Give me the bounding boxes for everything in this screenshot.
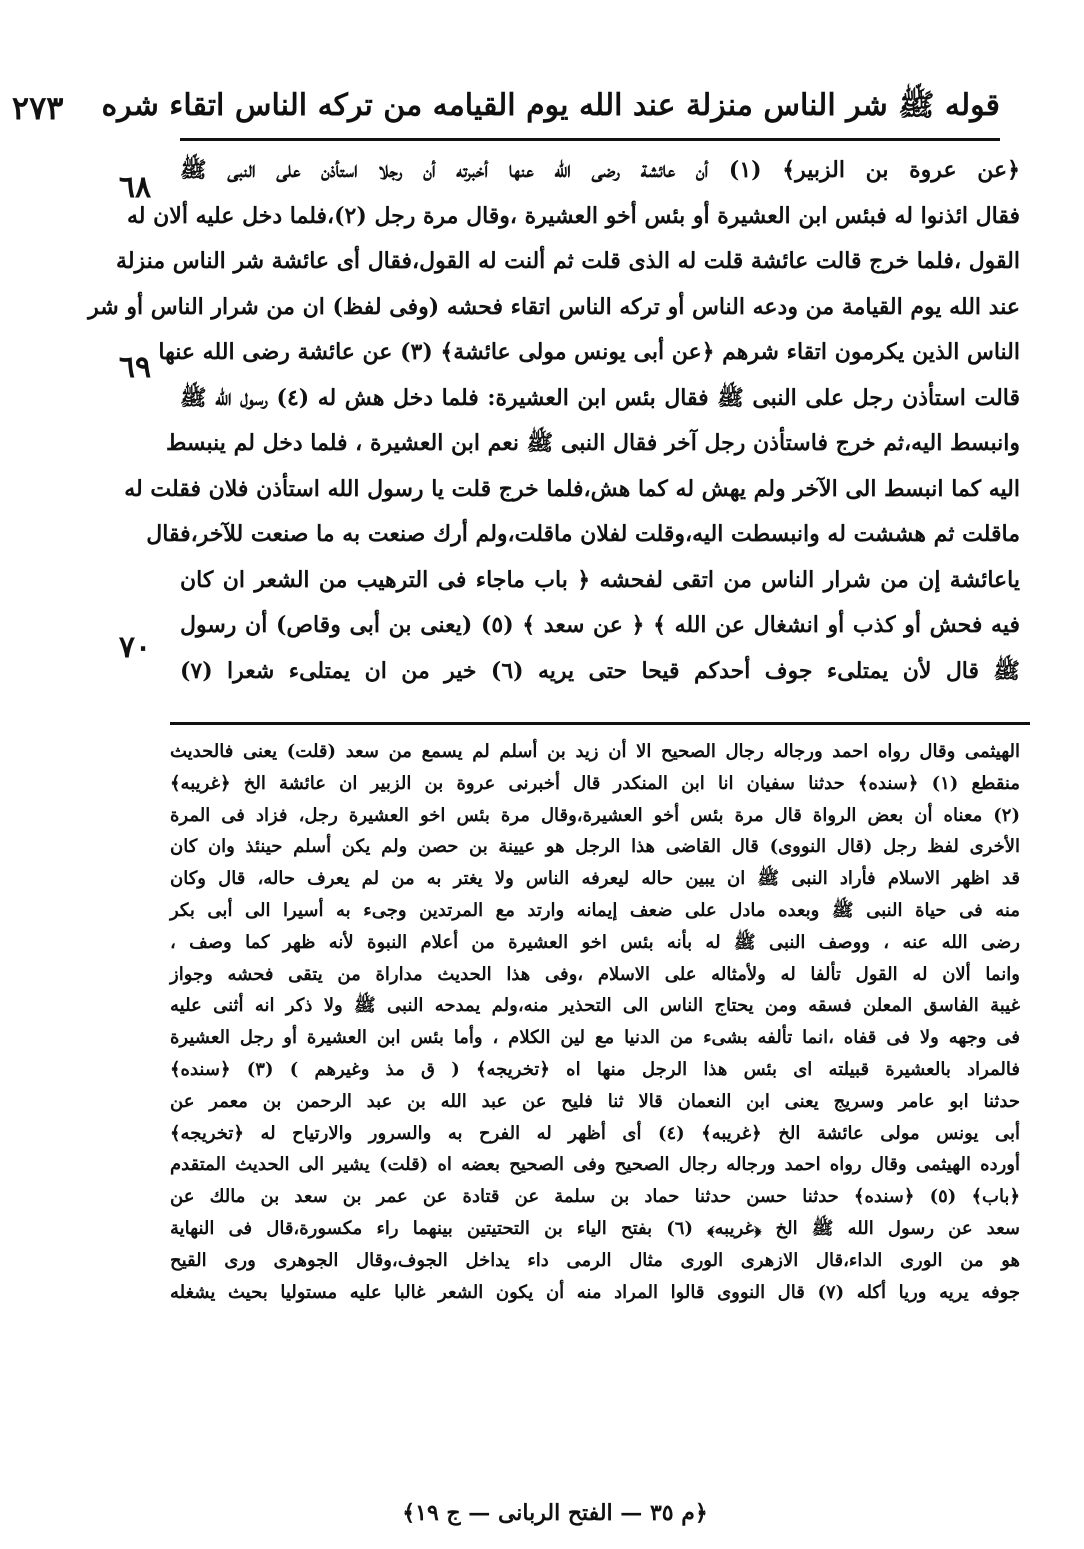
- footnote-line: منقطع (١) ﴿سنده﴾ حدثنا سفيان انا ابن المنكدر قال أخبرنى عروة بن الزبير ان عائشة الخ ﴿غريبه﴾: [170, 772, 1020, 794]
- text-line: الناس الذين يكرمون اتقاء شرهم ﴿عن أبى يونس مولى عائشة﴾ (٣) عن عائشة رضى الله عنها: [158, 339, 1020, 365]
- text-line: ياعائشة إن من شرار الناس من اتقى لفحشه ﴿ باب ماجاء فى الترهيب من الشعر ان كان: [180, 566, 1020, 593]
- footnote-line: وانما ألان له القول تألفا له ولأمثاله على الاسلام ،وفى هذا الحديث مداراة من يتقى فحشه وجواز: [170, 963, 1020, 985]
- footnote-line: منه فى حياة النبى ﷺ وبعده مادل على ضعف إيمانه وارتد مع المرتدين وجىء به أسيرا الى أبى بكر: [170, 899, 1020, 921]
- text-line: عند الله يوم القيامة من ودعه الناس أو تركه الناس اتقاء فحشه (وفى لفظ) ان من شرار الناس أو شر: [88, 293, 1020, 320]
- footnote-line: ﴿باب﴾ (٥) ﴿سنده﴾ حدثنا حسن حدثنا حماد بن سلمة عن قتادة عن عمر بن سعد بن مالك عن: [170, 1186, 1020, 1208]
- printer-signature: ﴿م ٣٥ — الفتح الربانى — ج ١٩﴾: [402, 1500, 708, 1526]
- hadith-number: ٦٨: [118, 170, 152, 205]
- footnote-line: غيبة الفاسق المعلن فسقه ومن يحتاج الناس الى التحذير منه،ولم يمدحه النبى ﷺ ولا ذكر انه أثنى عليه: [170, 995, 1020, 1017]
- text-line: قالت استأذن رجل على النبى ﷺ فقال بئس ابن العشيرة: فلما دخل هش له (٤) رسول الله ﷺ: [180, 384, 1020, 411]
- footnote-line: الهيثمى وقال رواه احمد ورجاله رجال الصحيح الا أن زيد بن أسلم لم يسمع من سعد (قلت) يعنى فالحديث: [170, 741, 1020, 762]
- text-line: وانبسط اليه،ثم خرج فاستأذن رجل آخر فقال النبى ﷺ نعم ابن العشيرة ، فلما دخل لم ينبسط: [166, 430, 1020, 456]
- text-line: ﷺ قال لأن يمتلىء جوف أحدكم قيحا حتى يريه (٦) خير من ان يمتلىء شعرا (٧): [180, 657, 1020, 684]
- hadith-number: ٦٩: [118, 350, 152, 385]
- footnote-line: حدثنا ابو عامر وسريج يعنى ابن النعمان قالا ثنا فليح عن عبد الله بن عبد الرحمن بن معمر عن: [170, 1090, 1020, 1112]
- footnote-line: فالمراد بالعشيرة قبيلته اى بئس هذا الرجل منها اه ﴿تخريجه﴾ ( ق مذ وغيرهم ) (٣) ﴿سنده﴾: [170, 1058, 1020, 1080]
- footnote-line: (٢) معناه أن بعض الرواة قال مرة بئس أخو العشيرة،وقال مرة بئس اخو العشيرة رجل، فزاد فى المرة: [170, 804, 1020, 826]
- text-line: القول ،فلما خرج قالت عائشة قلت له الذى قلت ثم ألنت له القول،فقال أى عائشة شر الناس منزلة: [116, 248, 1020, 274]
- footnote-line: سعد عن رسول الله ﷺ الخ ﴿غريبه﴾ (٦) بفتح الياء بن التحتيتين بينهما راء مكسورة،قال فى النهاية: [170, 1217, 1020, 1239]
- footnote-line: هو من الورى الداء،قال الازهرى الورى مثال الرمى داء يداخل الجوف،وقال الجوهرى ورى القيح: [170, 1249, 1020, 1271]
- footnote-line: جوفه يريه وريا أكله (٧) قال النووى قالوا المراد منه أن يكون الشعر غالبا عليه مستوليا بحيث يشغله: [170, 1281, 1020, 1303]
- footnote-line: أبى يونس مولى عائشة الخ ﴿غريبه﴾ (٤) أى أظهر له الفرح به والسرور والارتياح له ﴿تخريجه﴾: [170, 1122, 1020, 1144]
- footnote-line: رضى الله عنه ، ووصف النبى ﷺ له بأنه بئس اخو العشيرة من أعلام النبوة لأنه ظهر كما وصف ،: [170, 931, 1020, 953]
- footnote-divider: [170, 722, 1030, 725]
- page-number: ٢٧٣: [11, 89, 64, 127]
- footnote-line: أورده الهيثمى وقال رواه احمد ورجاله رجال الصحيح وفى الصحيح بعضه اه (قلت) يشير الى الحديث المتقدم: [170, 1154, 1020, 1176]
- text-line: اليه كما انبسط الى الآخر ولم يهش له كما هش،فلما خرج قلت يا رسول الله استأذن فلان فقلت له: [124, 475, 1020, 502]
- text-line: ماقلت ثم هششت له وانبسطت اليه،وقلت لفلان ماقلت،ولم أرك صنعت به ما صنعت للآخر،فقال: [146, 521, 1020, 547]
- text-line: فقال ائذنوا له فبئس ابن العشيرة أو بئس أخو العشيرة ،وقال مرة رجل (٢)،فلما دخل عليه ألان له: [126, 202, 1020, 229]
- header-title: قوله ﷺ شر الناس منزلة عند الله يوم القيامه من تركه الناس اتقاء شره: [101, 87, 1000, 123]
- hadith-number: ٧٠: [118, 630, 152, 665]
- footnote-line: قد اظهر الاسلام فأراد النبى ﷺ ان يبين حاله ليعرفه الناس ولا يغتر به من لم يعرف حاله، قال وكان: [170, 868, 1020, 890]
- text-line: فيه فحش أو كذب أو انشغال عن الله ﴾ ﴿ عن سعد ﴾ (٥) (يعنى بن أبى وقاص) أن رسول: [180, 612, 1020, 638]
- footnote-line: الأخرى لفظ رجل (قال النووى) قال القاضى هذا الرجل هو عيينة بن حصن ولم يكن أسلم حينئذ وان كان: [170, 836, 1020, 858]
- text-line: ﴿عن عروة بن الزبير﴾ (١) أن عائشة رضى الله عنها أخبرته أن رجلا استأذن على النبى ﷺ: [180, 157, 1020, 183]
- footnotes-block: [170, 736, 1020, 1496]
- footnote-line: فى وجهه ولا فى قفاه ،انما تألفه بشىء من الدنيا مع لين الكلام ، وأما بئس ابن العشيرة أو رجل العشيرة: [170, 1027, 1020, 1049]
- running-header: [11, 78, 1000, 141]
